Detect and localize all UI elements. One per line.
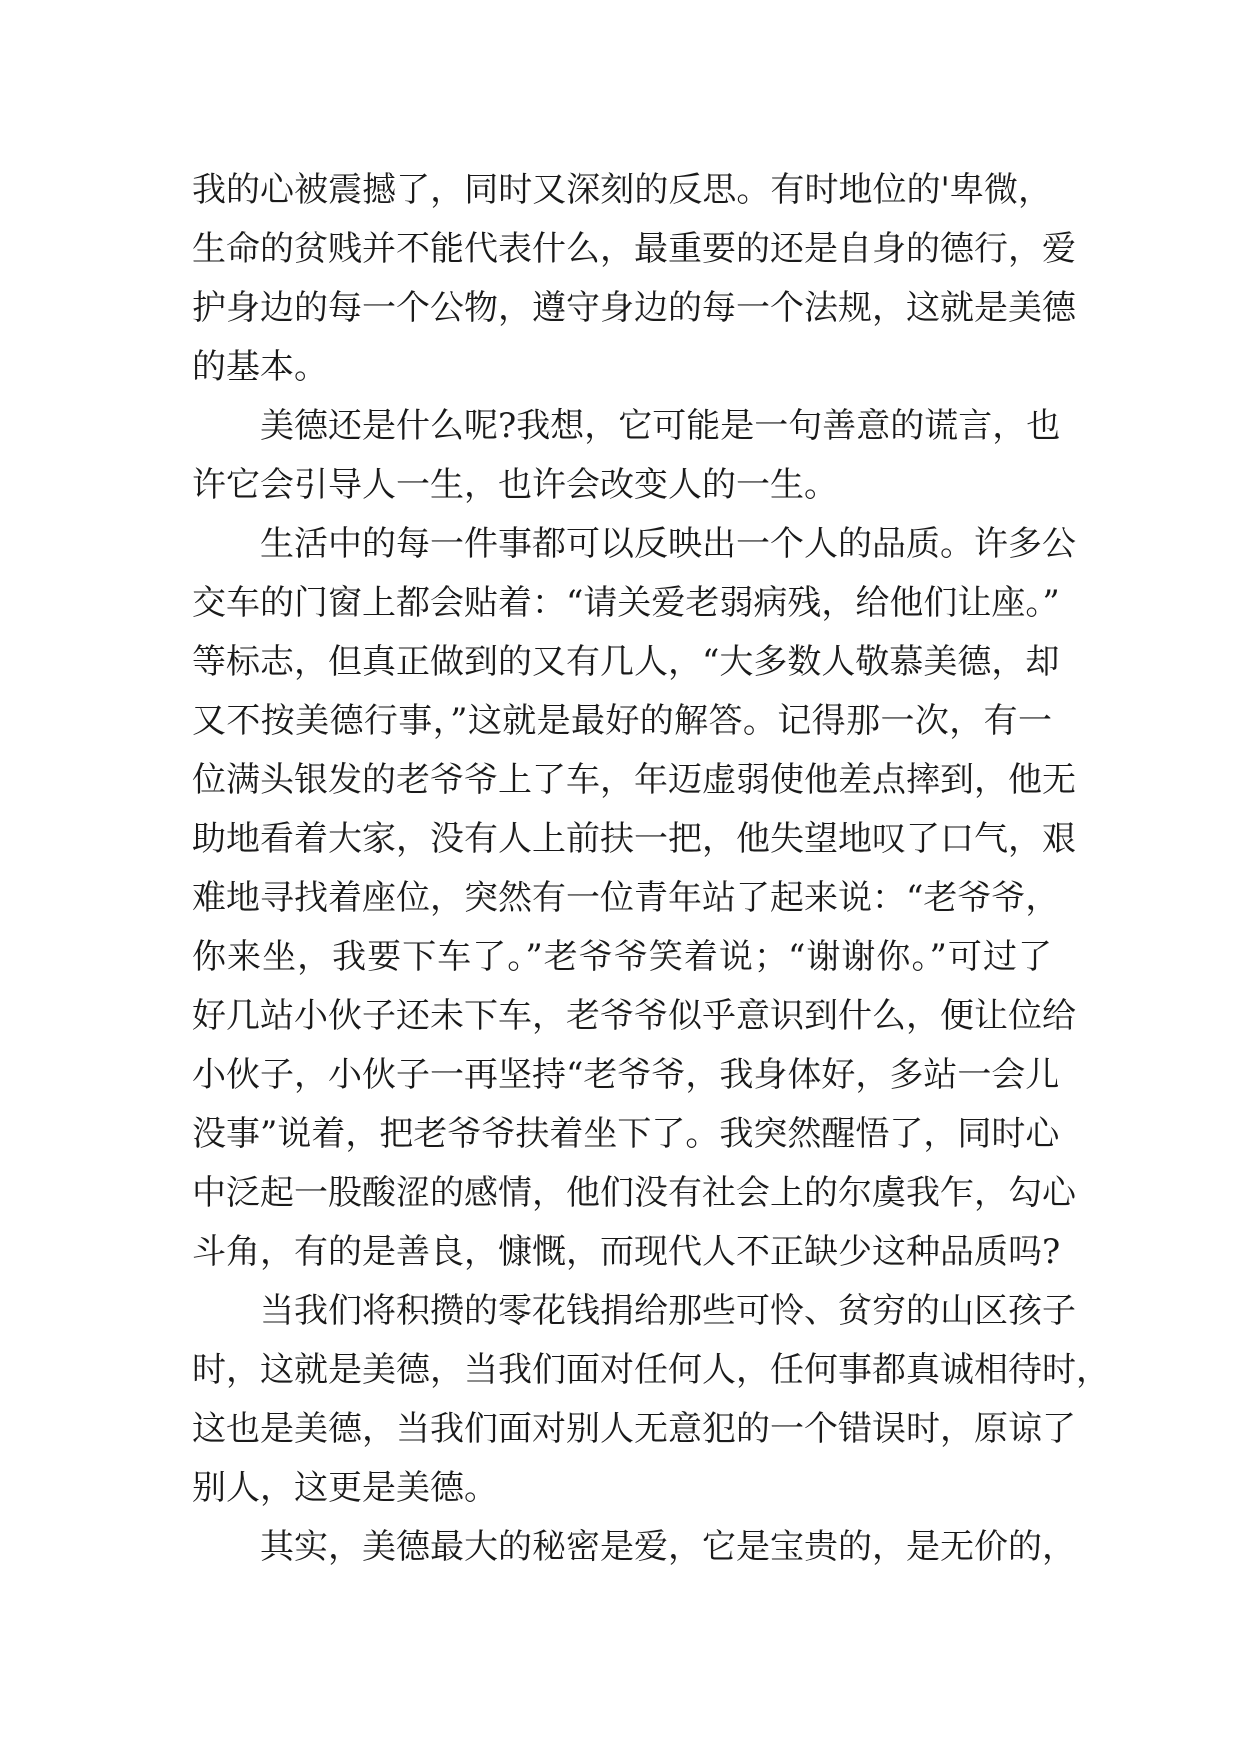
text-line: 你来坐，我要下车了。”老爷爷笑着说；“谢谢你。”可过了 — [192, 937, 1052, 977]
text-line: 生活中的每一件事都可以反映出一个人的品质。许多公 — [260, 524, 1076, 564]
text-line: 护身边的每一个公物，遵守身边的每一个法规，这就是美德 — [192, 288, 1076, 328]
essay-body — [192, 161, 1110, 1577]
text-line: 当我们将积攒的零花钱捐给那些可怜、贫穷的山区孩子 — [260, 1291, 1076, 1331]
text-line: 时，这就是美德，当我们面对任何人，任何事都真诚相待时， — [192, 1350, 1110, 1390]
text-line: 许它会引导人一生，也许会改变人的一生。 — [192, 465, 838, 505]
text-line: 难地寻找着座位，突然有一位青年站了起来说：“老爷爷， — [192, 878, 1060, 918]
text-line: 的基本。 — [192, 347, 328, 387]
text-line: 美德还是什么呢?我想，它可能是一句善意的谎言，也 — [260, 406, 1061, 446]
text-line: 位满头银发的老爷爷上了车，年迈虚弱使他差点摔到，他无 — [192, 760, 1076, 800]
text-line: 其实，美德最大的秘密是爱，它是宝贵的，是无价的， — [260, 1527, 1076, 1567]
text-line: 助地看着大家，没有人上前扶一把，他失望地叹了口气，艰 — [192, 819, 1076, 859]
text-line: 交车的门窗上都会贴着：“请关爱老弱病残，给他们让座。” — [192, 583, 1060, 623]
text-line: 好几站小伙子还未下车，老爷爷似乎意识到什么，便让位给 — [192, 996, 1076, 1036]
text-line: 生命的贫贱并不能代表什么，最重要的还是自身的德行，爱 — [192, 229, 1076, 269]
text-line: 又不按美德行事，”这就是最好的解答。记得那一次，有一 — [192, 701, 1052, 741]
text-line: 等标志，但真正做到的又有几人，“大多数人敬慕美德，却 — [192, 642, 1060, 682]
text-line: 斗角，有的是善良，慷慨，而现代人不正缺少这种品质吗? — [192, 1232, 1061, 1272]
text-line: 小伙子，小伙子一再坚持“老爷爷，我身体好，多站一会儿 — [192, 1055, 1060, 1095]
text-line: 中泛起一股酸涩的感情，他们没有社会上的尔虞我乍，勾心 — [192, 1173, 1076, 1213]
text-line: 别人，这更是美德。 — [192, 1468, 498, 1508]
text-line: 没事”说着，把老爷爷扶着坐下了。我突然醒悟了，同时心 — [192, 1114, 1060, 1154]
text-line: 这也是美德，当我们面对别人无意犯的一个错误时，原谅了 — [192, 1409, 1076, 1449]
text-line: 我的心被震撼了，同时又深刻的反思。有时地位的'卑微， — [192, 170, 1052, 210]
